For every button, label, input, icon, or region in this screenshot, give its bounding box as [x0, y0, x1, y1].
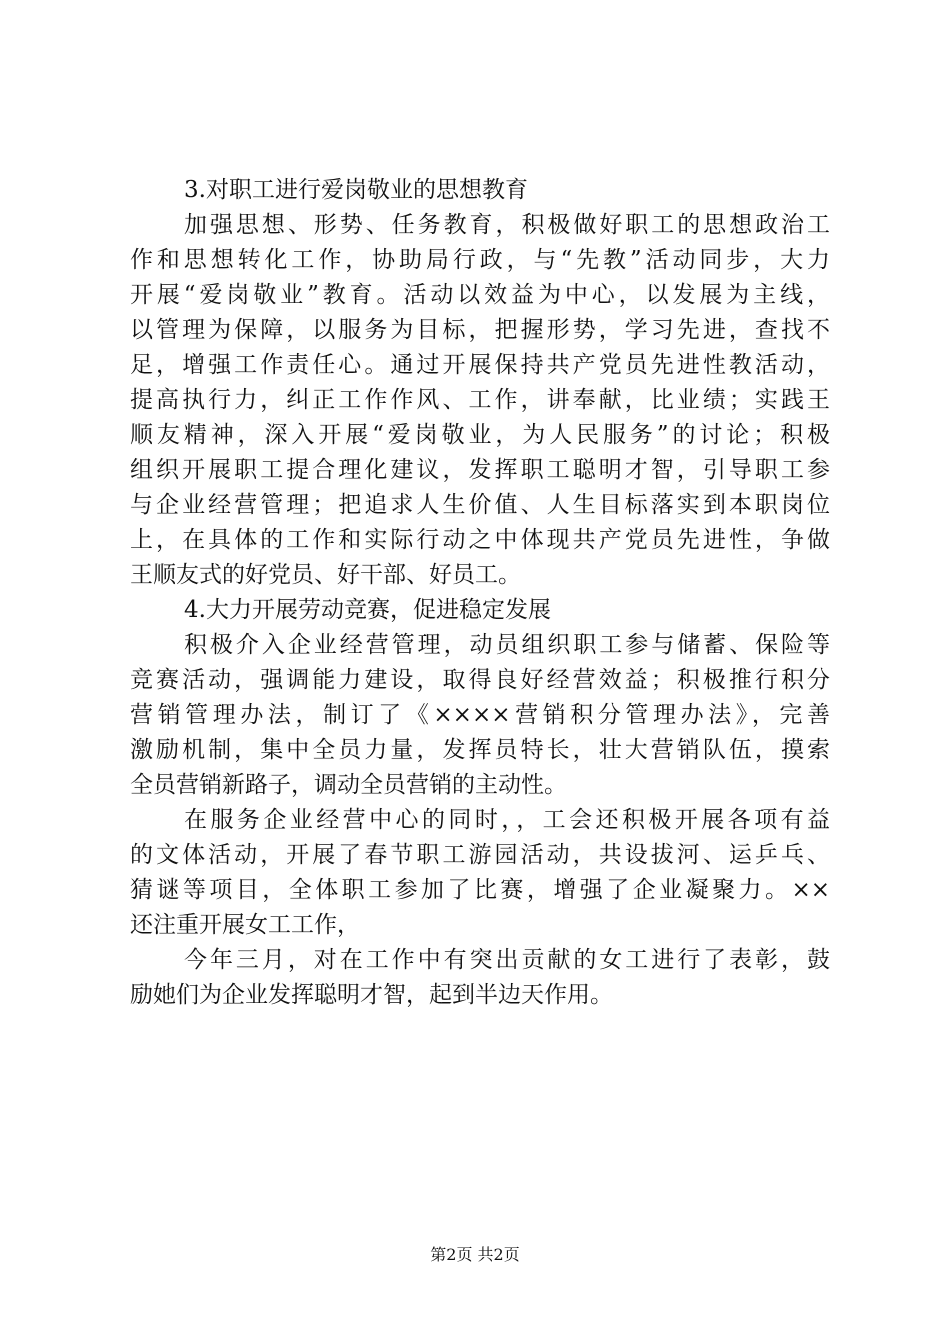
- paragraph-line: 上，在具体的工作和实际行动之中体现共产党员先进性，争做: [130, 527, 830, 553]
- paragraph-line: 在服务企业经营中心的同时，，工会还积极开展各项有益: [184, 807, 830, 833]
- paragraph-line: 顺友精神，深入开展“爱岗敬业，为人民服务”的讨论；积极: [130, 422, 830, 448]
- paragraph-line: 以管理为保障，以服务为目标，把握形势，学习先进，查找不: [130, 317, 830, 343]
- paragraph-line: 营销管理办法，制订了《××××营销积分管理办法》，完善: [130, 702, 830, 728]
- paragraph-line: 励她们为企业发挥聪明才智，起到半边天作用。: [130, 982, 613, 1008]
- document-body: [130, 173, 830, 1013]
- section-heading: 4.大力开展劳动竞赛，促进稳定发展: [184, 597, 551, 623]
- paragraph-line: 竞赛活动，强调能力建设，取得良好经营效益；积极推行积分: [130, 667, 830, 693]
- paragraph-line: 激励机制，集中全员力量，发挥员特长，壮大营销队伍，摸索: [130, 737, 830, 763]
- section-heading: 3.对职工进行爱岗敬业的思想教育: [184, 177, 528, 203]
- paragraph-line: 积极介入企业经营管理，动员组织职工参与储蓄、保险等: [184, 632, 830, 658]
- paragraph-line: 全员营销新路子，调动全员营销的主动性。: [130, 772, 567, 798]
- paragraph-line: 足，增强工作责任心。通过开展保持共产党员先进性教活动，: [130, 352, 830, 378]
- paragraph-line: 今年三月，对在工作中有突出贡献的女工进行了表彰，鼓: [184, 947, 830, 973]
- paragraph-line: 猜谜等项目，全体职工参加了比赛，增强了企业凝聚力。××: [130, 877, 830, 903]
- paragraph-line: 还注重开展女工工作，: [130, 912, 360, 938]
- paragraph-line: 作和思想转化工作，协助局行政，与“先教”活动同步，大力: [130, 247, 830, 273]
- paragraph-line: 与企业经营管理；把追求人生价值、人生目标落实到本职岗位: [130, 492, 830, 518]
- paragraph-line: 的文体活动，开展了春节职工游园活动，共设拔河、运乒乓、: [130, 842, 830, 868]
- paragraph-line: 组织开展职工提合理化建议，发挥职工聪明才智，引导职工参: [130, 457, 830, 483]
- paragraph-line: 加强思想、形势、任务教育，积极做好职工的思想政治工: [184, 212, 830, 238]
- page-number-footer: 第2页 共2页: [430, 1245, 520, 1264]
- paragraph-line: 提高执行力，纠正工作作风、工作，讲奉献，比业绩；实践王: [130, 387, 830, 413]
- paragraph-line: 开展“爱岗敬业”教育。活动以效益为中心，以发展为主线，: [130, 282, 830, 308]
- paragraph-line: 王顺友式的好党员、好干部、好员工。: [130, 562, 521, 588]
